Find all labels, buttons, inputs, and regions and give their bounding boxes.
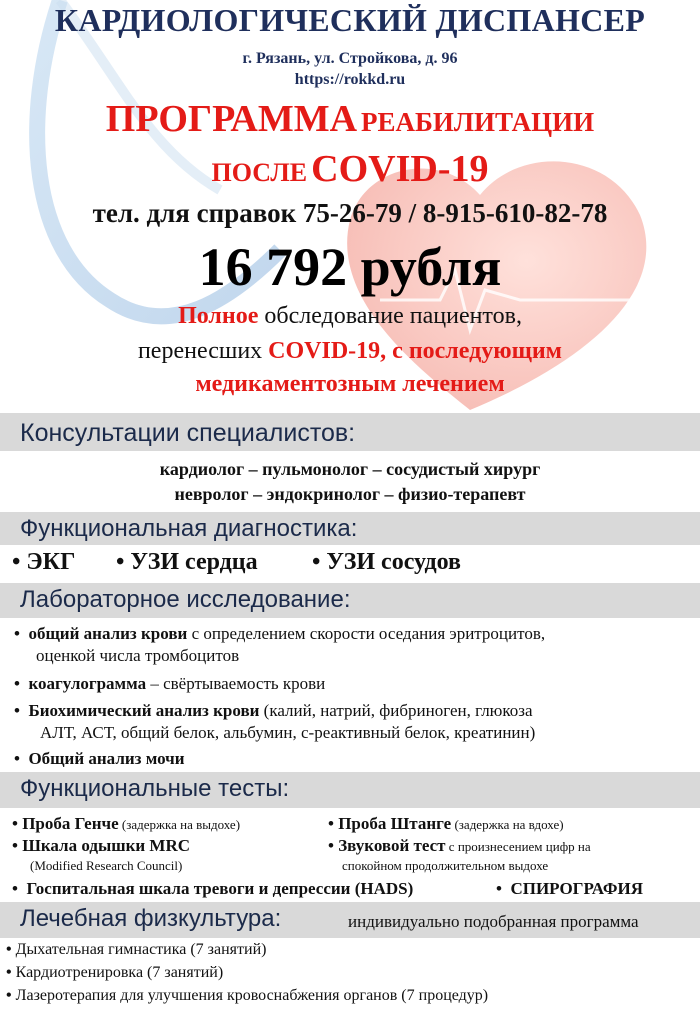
covid-word: COVID-19 [311, 148, 489, 190]
section-lfk-heading: Лечебная физкультура: [20, 905, 282, 932]
test-item-note: (Modified Research Council) [30, 858, 183, 873]
section-tests-heading: Функциональные тесты: [20, 775, 290, 802]
intro-covid: COVID-19, с последующим [268, 338, 563, 364]
section-func-diag-heading: Функциональная диагностика: [20, 515, 358, 542]
phone-line: тел. для справок 75-26-79 / 8-915-610-82-78 [92, 198, 608, 228]
section-consultations-heading: Консультации специалистов: [20, 419, 356, 447]
intro-full: Полное [178, 303, 259, 329]
section-lab-heading: Лабораторное исследование: [20, 586, 351, 613]
intro-text: перенесших [137, 338, 269, 364]
intro-text: обследование пациентов, [258, 303, 522, 329]
intro-line-2 [0, 338, 700, 365]
test-item: • Звуковой тест с произнесением цифр на [328, 836, 591, 855]
diag-item: • УЗИ сердца [116, 549, 258, 575]
diag-item: • ЭКГ [12, 549, 76, 575]
intro-line-1 [0, 303, 700, 330]
address: г. Рязань, ул. Стройкова, д. 96 [242, 50, 458, 67]
test-item: • Госпитальная шкала тревоги и депрессии (HADS) [12, 879, 414, 898]
price: 16 792 рубля [198, 237, 502, 297]
website-link[interactable]: https://rokkd.ru [294, 71, 406, 88]
program-subtitle [0, 147, 700, 191]
lab-item: • общий анализ крови с определением скорости оседания эритроцитов, [14, 624, 546, 643]
lfk-item: • Лазеротерапия для улучшения кровоснабжения органов (7 процедур) [6, 987, 489, 1004]
lab-item: • Биохимический анализ крови (калий, натрий, фибриноген, глюкоза [14, 701, 533, 720]
lfk-item: • Дыхательная гимнастика (7 занятий) [6, 941, 267, 958]
page-title: КАРДИОЛОГИЧЕСКИЙ ДИСПАНСЕР [54, 2, 646, 38]
program-word: ПРОГРАММА [105, 98, 358, 140]
intro-line-3: медикаментозным лечением [195, 371, 505, 397]
lfk-item: • Кардиотренировка (7 занятий) [6, 964, 224, 981]
lfk-note: индивидуально подобранная программа [348, 912, 639, 931]
specialists-line-2: невролог – эндокринолог – физио-терапевт [174, 484, 526, 504]
after-word: ПОСЛЕ [211, 158, 308, 187]
specialists-line-1: кардиолог – пульмонолог – сосудистый хирург [159, 459, 541, 479]
test-item: • Проба Генче (задержка на выдохе) [12, 814, 241, 833]
lab-item-cont: АЛТ, АСТ, общий белок, альбумин, с-реактивный белок, креатинин) [40, 723, 536, 742]
test-item: • Шкала одышки MRC [12, 836, 191, 855]
lab-item-cont: оценкой числа тромбоцитов [36, 646, 240, 665]
lab-item: • Общий анализ мочи [14, 749, 185, 768]
rehab-word: РЕАБИЛИТАЦИИ [361, 107, 595, 137]
test-item: • СПИРОГРАФИЯ [496, 879, 644, 898]
test-item: • Проба Штанге (задержка на вдохе) [328, 814, 564, 833]
program-title [0, 97, 700, 141]
lab-item: • коагулограмма – свёртываемость крови [14, 674, 326, 693]
diag-item: • УЗИ сосудов [312, 549, 462, 575]
test-item-note: спокойном продолжительном выдохе [342, 858, 549, 873]
